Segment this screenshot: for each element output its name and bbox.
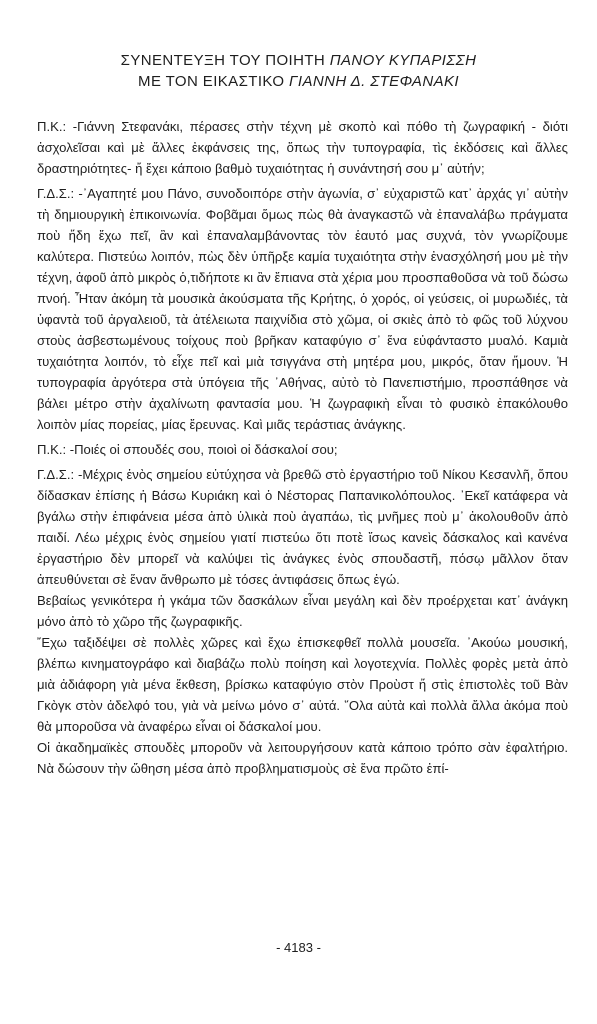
interview-body: [37, 116, 568, 779]
answer-paragraph: Οἱ ἀκαδημαϊκὲς σπουδὲς μποροῦν νὰ λειτουργήσουν κατὰ κάποιο τρόπο σὰν ἐφαλτήριο. Νὰ δώσουν τὴν ὤθηση μέσα ἀπὸ προβληματισμοὺς σὲ ἕνα πρῶτο ἐπί-: [37, 740, 568, 776]
artist-name: ΓΙΑΝΝΗ Δ. ΣΤΕΦΑΝΑΚΙ: [288, 73, 459, 90]
title-line-1-text: ΣΥΝΕΝΤΕΥΞΗ ΤΟΥ ΠΟΙΗΤΗ: [120, 52, 330, 69]
title-line-1: [0, 50, 597, 71]
question-paragraph: Π.Κ.: -Ποιές οἱ σπουδές σου, ποιοὶ οἱ δάσκαλοί σου;: [37, 442, 338, 457]
answer-paragraph: Γ.Δ.Σ.: -᾿Αγαπητέ μου Πάνο, συνοδοιπόρε στὴν ἀγωνία, σ᾿ εὐχαριστῶ κατ᾿ ἀρχάς γι᾿ αὐτὴν τὴ δημιουργικὴ ἐπικοινωνία. Φοβᾶμαι ὅμως πὼς θὰ ἀναγκαστῶ νὰ ἐπαναλάβω πράγματα ποὺ ἤδη ἔχω πεῖ, ἂν καὶ ἐπαναλαμβάνοντας τὸν ἑαυτό μας συχνά, τὸν γνωρίζουμε καλύτερα. Πιστεύω λοιπόν, πὼς δὲν ὑπῆρξε καμία τυχαιότητα στὴν ἐνασχόλησή μου μὲ τὴν τέχνη, ἀφοῦ ἀπὸ μικρὸς ὁ,τιδήποτε κι ἂν ἔπιανα στὰ χέρια μου προσπαθοῦσα νὰ τοῦ δώσω πνοή. Ἦταν ἀκόμη τὰ μουσικὰ ἀκούσματα τῆς Κρήτης, ὁ χορός, οἱ γεύσεις, οἱ μυρωδιές, τὰ ὑφαντὰ τοῦ ἀργαλειοῦ, τὰ ἀτέλειωτα παιχνίδια στὸ χῶμα, οἱ σκιὲς ἀπὸ τὸ φῶς τοῦ λύχνου στοὺς ἀσβεστωμένους τοίχους ποὺ βρῆκαν καταφύγιο σ᾿ ἕνα εὐφάνταστο μυαλό. Καμιὰ τυχαιότητα λοιπόν, τὸ εἶχε πεῖ καὶ μιὰ τσιγγάνα στὴ μητέρα μου, μικρός, ὅταν ἤμουν. Ἡ τυπογραφία ἀργότερα στὰ ὑπόγεια τῆς ᾿Αθήνας, αὐτὸ τὸ Πανεπιστήμιο, προσπάθησε νὰ βάλει μέτρο στὴν ἀχαλίνωτη φαντασία μου. Ἡ ζωγραφικὴ εἶναι τὸ φυσικὸ ἐπακόλουθο λοιπὸν μίας πορείας, μίας ἔρευνας. Καὶ μιᾶς τεράστιας ἀνάγκης.: [37, 186, 568, 432]
page-number: - 4183 -: [276, 940, 321, 955]
poet-name: ΠΑΝΟΥ ΚΥΠΑΡΙΣΣΗ: [329, 52, 477, 69]
question-paragraph: Π.Κ.: -Γιάννη Στεφανάκι, πέρασες στὴν τέχνη μὲ σκοπὸ καὶ πόθο τὴ ζωγραφική - διότι ἀσχολεῖσαι καὶ μὲ ἄλλες ἐκφάνσεις της, ὅπως τὴν τυπογραφία, τὶς ἐκδόσεις καὶ ἄλλες δραστηριότητες- ἤ ἔχει κάποιο βαθμὸ τυχαιότητας ἡ συνάντησή σου μ᾿ αὐτήν;: [37, 119, 568, 176]
answer-paragraph: ῎Εχω ταξιδέψει σὲ πολλὲς χῶρες καὶ ἔχω ἐπισκεφθεῖ πολλὰ μουσεῖα. ᾿Ακούω μουσική, βλέπω κινηματογράφο καὶ διαβάζω πολὺ ποίηση καὶ λογοτεχνία. Πολλὲς φορὲς μετὰ ἀπὸ μιὰ ἀδιάφορη γιὰ μένα ἔκθεση, βρίσκω καταφύγιο στὸν Προὺστ ἤ στὶς ἐπιστολὲς τοῦ Βὰν Γκὸγκ στὸν ἀδελφό του, γιὰ νὰ μείνω μόνο σ᾿ αὐτά. ῞Ολα αὐτὰ καὶ πολλὰ ἄλλα ἀκόμα ποὺ θὰ μποροῦσα νὰ ἀναφέρω εἶναι οἱ δάσκαλοί μου.: [37, 635, 568, 734]
title-line-2-text: ΜΕ ΤΟΝ ΕΙΚΑΣΤΙΚΟ: [138, 73, 289, 90]
answer-paragraph: Βεβαίως γενικότερα ἡ γκάμα τῶν δασκάλων εἶναι μεγάλη καὶ δὲν προέρχεται κατ᾿ ἀνάγκη μόνο ἀπὸ τὸ χῶρο τῆς ζωγραφικῆς.: [37, 593, 568, 629]
interview-title: [0, 50, 597, 92]
title-line-2: [0, 71, 597, 92]
answer-paragraph: Γ.Δ.Σ.: -Μέχρις ἑνὸς σημείου εὐτύχησα νὰ βρεθῶ στὸ ἐργαστήριο τοῦ Νίκου Κεσανλῆ, ὅπου δίδασκαν ἐπίσης ἡ Βάσω Κυριάκη καὶ ὁ Νέστορας Παπανικολόπουλος. ᾿Εκεῖ κατάφερα νὰ βγάλω στὴν ἐπιφάνεια μέσα ἀπὸ ὑλικὰ ποὺ ἀγαπάω, τὶς μνῆμες ποὺ μ᾿ ἀκολουθοῦν ἀπὸ παιδί. Λέω μέχρις ἑνὸς σημείου γιατί πιστεύω ὅτι ποτὲ ἴσως κανεὶς δάσκαλος καὶ κανένα ἐργαστήριο δὲν μπορεῖ νὰ καλύψει τὶς ἀνάγκες ἑνὸς σπουδαστῆ, πόσῳ μᾶλλον ὅταν ἀπευθύνεται σὲ ἕναν ἄνθρωπο μὲ τόσες ἀντιφάσεις ὅπως ἐγώ.: [37, 467, 568, 587]
